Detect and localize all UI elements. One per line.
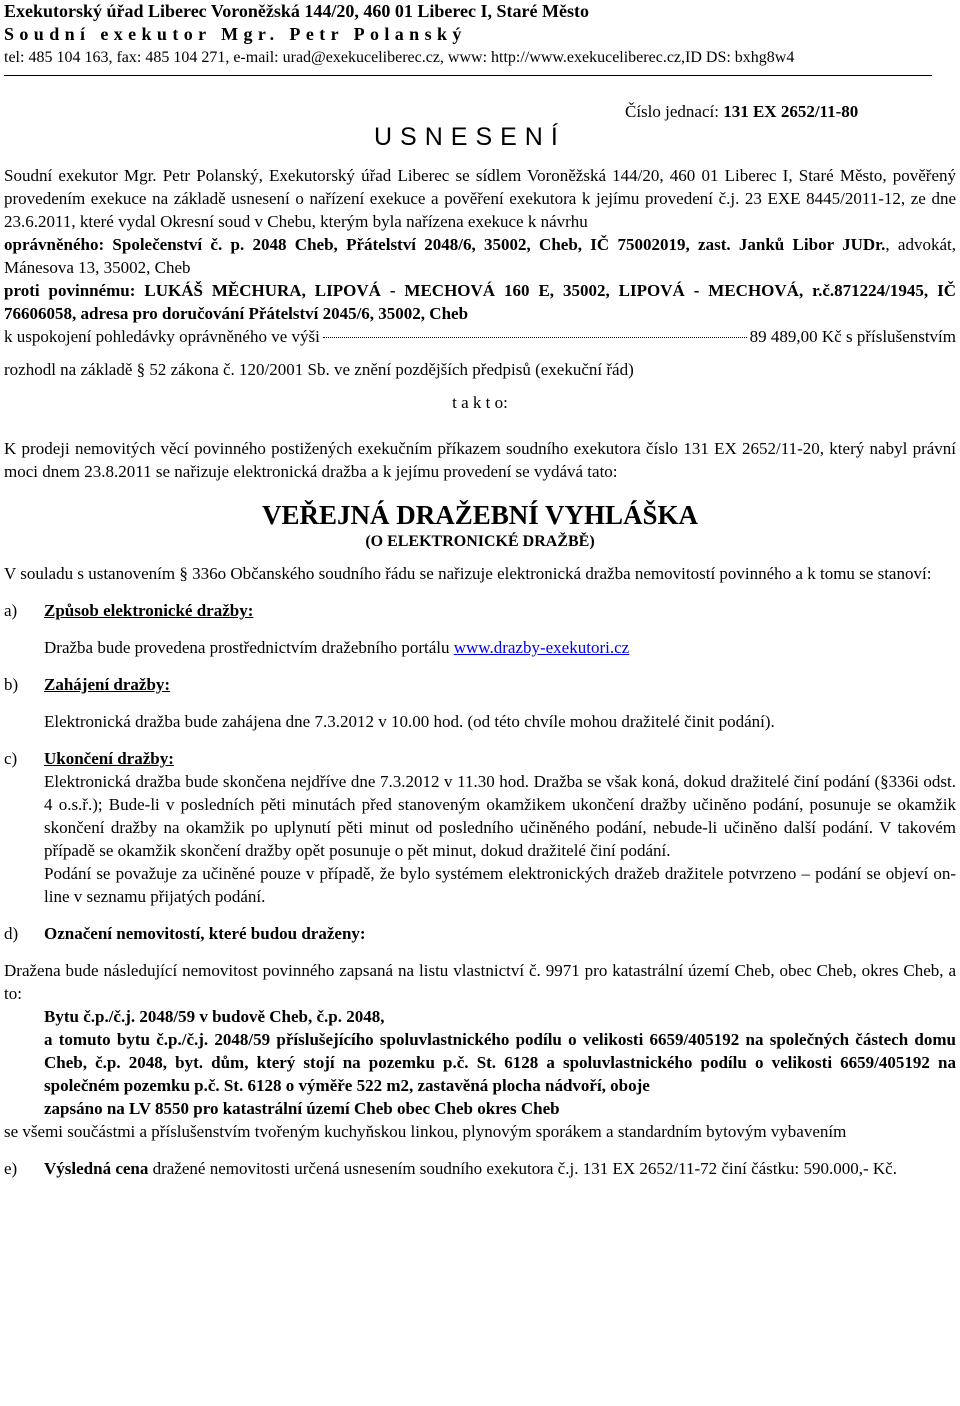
executor-name: Soudní exekutor Mgr. Petr Polanský — [4, 24, 467, 44]
intro-text: Soudní exekutor Mgr. Petr Polanský, Exekutorský úřad Liberec se sídlem Voroněžská 144/20, 460 01 Liberec I, Staré Město, pověřený provedením exekuce na základě usnesení o nařízení exekuce a pověření exekutora k jejímu provedení č.j. 23 EXE 8445/2011-12, ze dne 23.6.2011, které vydal Okresní soud v Chebu, kterým byla nařízena exekuce k návrhu — [4, 166, 956, 231]
notice-heading: VEŘEJNÁ DRAŽEBNÍ VYHLÁŠKA — [261, 500, 699, 530]
item-b-text: Elektronická dražba bude zahájena dne 7.3.2012 v 10.00 hod. (od této chvíle mohou dražitelé činit podání). — [44, 712, 775, 731]
item-e-title: Výsledná cena — [44, 1159, 149, 1178]
item-d-text: Dražena bude následující nemovitost povinného zapsaná na listu vlastnictví č. 9971 pro katastrální území Cheb, obec Cheb, okres Cheb, a to: — [4, 961, 956, 1003]
item-d-label: d) — [4, 924, 19, 943]
item-a-title: Způsob elektronické dražby: — [44, 601, 254, 620]
item-d-bold1: Bytu č.p./č.j. 2048/59 v budově Cheb, č.p. 2048, — [44, 1007, 385, 1026]
office-address: Exekutorský úřad Liberec Voroněžská 144/20, 460 01 Liberec I, Staré Město — [4, 1, 589, 21]
document-title: USNESENÍ — [374, 123, 566, 151]
takto: t a k t o: — [452, 393, 508, 412]
item-d-title: Označení nemovitostí, které budou draženy: — [44, 924, 366, 943]
item-d-tail: se všemi součástmi a příslušenstvím tvořeným kuchyňskou linkou, plynovým sporákem a standardním bytovým vybavením — [4, 1122, 847, 1141]
claim-dots — [323, 337, 747, 338]
claim-row — [0, 325, 960, 348]
decided-line: rozhodl na základě § 52 zákona č. 120/2001 Sb. ve znění pozdějších předpisů (exekuční řád) — [4, 360, 634, 379]
claim-amount: 89 489,00 Kč s příslušenstvím — [749, 327, 956, 346]
item-c-title: Ukončení dražby: — [44, 749, 174, 768]
item-b — [0, 673, 960, 696]
item-c-text2: Podání se považuje za učiněné pouze v případě, že bylo systémem elektronických dražeb dražitele potvrzeno – podání se objeví on-line v seznamu přijatých podání. — [44, 864, 956, 906]
office-header — [0, 0, 960, 69]
creditor-text: Společenství č. p. 2048 Cheb, Přátelství 2048/6, 35002, Cheb, IČ 75002019, zast. Janků Libor JUDr. — [112, 235, 886, 254]
item-d-bold2: a tomuto bytu č.p./č.j. 2048/59 příslušejícího spoluvlastnického podílu o velikosti 6659/405192 na společných částech domu Cheb, č.p. 2048, byt. dům, který stojí na pozemku p.č. St. 6128 a spoluvlastnického podílu o velikosti 6659/405192 na společném pozemku p.č. St. 6128 o výměře 522 m2, zastavěná plocha nádvoří, oboje — [44, 1030, 956, 1095]
item-d — [0, 922, 960, 945]
item-a-label: a) — [4, 601, 18, 620]
lead-paragraph: V souladu s ustanovením § 336o Občanského soudního řádu se nařizuje elektronická dražba nemovitostí povinného a k tomu se stanoví: — [4, 564, 932, 583]
case-number-value: 131 EX 2652/11-80 — [723, 102, 859, 121]
item-a-text: Dražba bude provedena prostřednictvím dražebního portálu — [44, 638, 450, 657]
item-a — [0, 599, 960, 622]
item-d-bold3: zapsáno na LV 8550 pro katastrální území Cheb obec Cheb okres Cheb — [44, 1099, 560, 1118]
office-contacts: tel: 485 104 163, fax: 485 104 271, e-mail: urad@exekuceliberec.cz, www: http://www.exekuceliberec.cz,ID DS: bxhg8w4 — [4, 49, 795, 66]
creditor-label: oprávněného: — [4, 235, 105, 254]
item-e-text: dražené nemovitosti určená usnesením soudního exekutora č.j. 131 EX 2652/11-72 činí částku: 590.000,- Kč. — [152, 1159, 897, 1178]
intro-paragraph — [0, 164, 960, 325]
claim-left: k uspokojení pohledávky oprávněného ve výši — [4, 327, 320, 346]
item-b-label: b) — [4, 675, 19, 694]
case-number-label: Číslo jednací: — [625, 102, 719, 121]
order-paragraph: K prodeji nemovitých věcí povinného postižených exekučním příkazem soudního exekutora číslo 131 EX 2652/11-20, který nabyl právní moci dnem 23.8.2011 se nařizuje elektronická dražba a k jejímu provedení se vydává tato: — [4, 439, 956, 481]
item-a-body — [0, 636, 960, 659]
item-c-label: c) — [4, 749, 18, 768]
debtor-text: LUKÁŠ MĚCHURA, LIPOVÁ - MECHOVÁ 160 E, 35002, LIPOVÁ - MECHOVÁ, r.č.871224/1945, IČ 76606058, adresa pro doručování Přátelství 2045/6, 35002, Cheb — [4, 281, 956, 323]
item-e-label: e) — [4, 1159, 18, 1178]
debtor-label: proti povinnému: — [4, 281, 136, 300]
title-row — [0, 76, 960, 164]
item-b-title: Zahájení dražby: — [44, 675, 171, 694]
notice-subheading: (O ELEKTRONICKÉ DRAŽBĚ) — [365, 533, 595, 550]
item-c — [0, 747, 960, 770]
item-e — [0, 1157, 960, 1180]
portal-link[interactable]: www.drazby-exekutori.cz — [453, 638, 630, 657]
creditor-tail: , advokát, Mánesova 13, 35002, Cheb — [4, 235, 956, 277]
item-c-text1: Elektronická dražba bude skončena nejdříve dne 7.3.2012 v 11.30 hod. Dražba se však koná, dokud dražitelé činí podání (§336i odst. 4 o.s.ř.); Bude-li v posledních pěti minutách před stanoveným okamžikem ukončení dražby učiněno podání, posunuje se okamžik skončení dražby na okamžik po uplynutí pěti minut od posledního učiněného podání, nebude-li učiněno další podání. V takovém případě se okamžik skončení dražby opět posunuje o pět minut, dokud dražitelé činí podání. — [44, 772, 956, 860]
case-number — [625, 100, 858, 123]
